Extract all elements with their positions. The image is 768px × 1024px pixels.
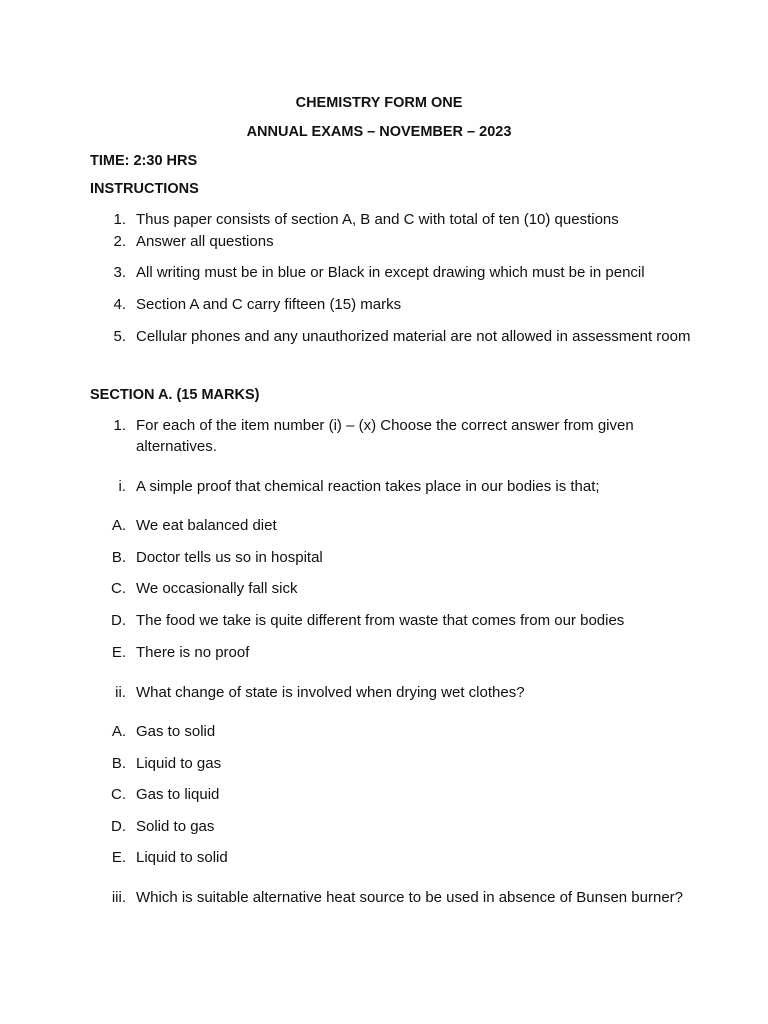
question-text: For each of the item number (i) – (x) Choose the correct answer from given alternatives. [136,417,634,455]
option-text: Solid to gas [136,818,215,835]
option-text: Doctor tells us so in hospital [136,549,323,566]
option-letter: D. [111,612,126,629]
sub-question-text: Which is suitable alternative heat source to be used in absence of Bunsen burner? [136,889,684,906]
instruction-number: 4. [113,296,126,313]
instruction-text: Answer all questions [136,233,274,250]
sub-question-text: What change of state is involved when drying wet clothes? [136,684,525,701]
option-text: We eat balanced diet [136,517,277,534]
question-number: 1. [113,417,126,434]
instruction-text: Cellular phones and any unauthorized material are not allowed in assessment room [136,328,691,345]
sub-question-number: i. [118,478,126,495]
option-letter: E. [111,644,126,661]
instruction-number: 1. [113,211,126,228]
exam-title: CHEMISTRY FORM ONE [295,95,463,111]
option-letter: C. [111,786,126,803]
instruction-number: 2. [113,233,126,250]
instructions-heading: INSTRUCTIONS [90,181,199,197]
option-text: Liquid to solid [136,849,228,866]
sub-question-number: iii. [111,889,126,906]
instruction-text: All writing must be in blue or Black in except drawing which must be in pencil [136,264,645,281]
option-text: Gas to solid [136,723,216,740]
option-letter: A. [111,723,126,740]
option-text: The food we take is quite different from waste that comes from our bodies [136,612,625,629]
exam-subtitle: ANNUAL EXAMS – NOVEMBER – 2023 [246,124,512,140]
instruction-number: 3. [113,264,126,281]
option-text: Liquid to gas [136,755,222,772]
option-text: There is no proof [136,644,250,661]
option-letter: D. [111,818,126,835]
option-letter: B. [111,549,126,566]
instruction-number: 5. [113,328,126,345]
sub-question-text: A simple proof that chemical reaction takes place in our bodies is that; [136,478,600,495]
section-a-heading: SECTION A. (15 MARKS) [90,387,260,403]
option-letter: B. [111,755,126,772]
option-letter: E. [111,849,126,866]
option-letter: A. [111,517,126,534]
option-letter: C. [111,580,126,597]
instruction-text: Section A and C carry fifteen (15) marks [136,296,402,313]
exam-time: TIME: 2:30 HRS [90,153,198,169]
option-text: Gas to liquid [136,786,220,803]
instruction-text: Thus paper consists of section A, B and C with total of ten (10) questions [136,211,619,228]
option-text: We occasionally fall sick [136,580,298,597]
sub-question-number: ii. [115,684,126,701]
